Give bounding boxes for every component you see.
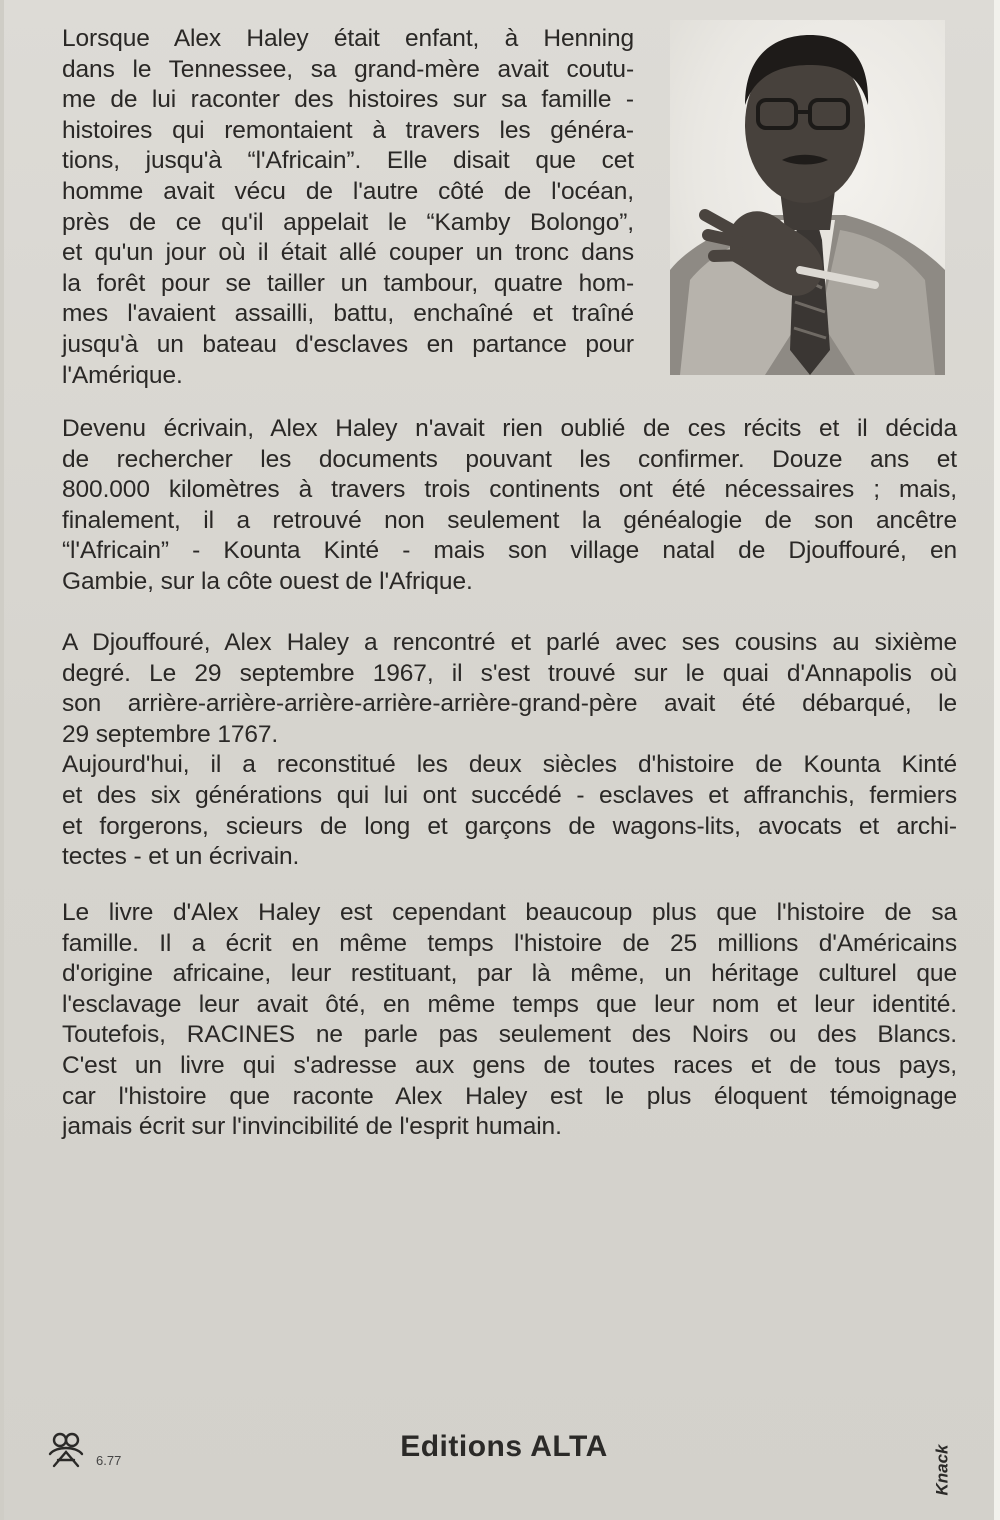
text-line: son arrière-arrière-arrière-arrière-arrière-grand-père avait été débarqué, le xyxy=(62,690,957,718)
conclusion-paragraph xyxy=(62,898,957,1143)
edition-code: 6.77 xyxy=(96,1453,122,1468)
text-line: jusqu'à un bateau d'esclaves en partance pour xyxy=(62,330,634,358)
text-line: d'origine africaine, leur restituant, par là même, un héritage culturel que xyxy=(62,960,957,988)
text-line: Aujourd'hui, il a reconstitué les deux siècles d'histoire de Kounta Kinté xyxy=(62,751,957,779)
text-line: et qu'un jour où il était allé couper un tronc dans xyxy=(62,239,634,267)
publisher-name: Editions ALTA xyxy=(400,1430,608,1463)
text-line: et des six générations qui lui ont succédé - esclaves et affranchis, fermiers xyxy=(62,781,957,809)
text-line: Le livre d'Alex Haley est cependant beaucoup plus que l'histoire de sa xyxy=(62,899,957,926)
history-paragraph xyxy=(62,628,957,873)
text-line: près de ce qu'il appelait le “Kamby Bolongo”, xyxy=(62,208,634,236)
text-line: tions, jusqu'à “l'Africain”. Elle disait que cet xyxy=(62,147,634,175)
author-portrait-illustration xyxy=(670,20,945,375)
text-line: et forgerons, scieurs de long et garçons de wagons-lits, avocats et archi- xyxy=(62,812,957,840)
text-line: homme avait vécu de l'autre côté de l'océan, xyxy=(62,177,634,205)
text-line: la forêt pour se tailler un tambour, quatre hom- xyxy=(62,269,634,297)
text-line: Toutefois, RACINES ne parle pas seulement des Noirs ou des Blancs. xyxy=(62,1021,957,1049)
text-line: degré. Le 29 septembre 1967, il s'est trouvé sur le quai d'Annapolis où xyxy=(62,659,957,687)
text-line: 800.000 kilomètres à travers trois continents ont été nécessaires ; mais, xyxy=(62,476,957,504)
text-line: A Djouffouré, Alex Haley a rencontré et parlé avec ses cousins au sixième xyxy=(62,629,957,656)
text-line: famille. Il a écrit en même temps l'histoire de 25 millions d'Américains xyxy=(62,929,957,957)
text-line: Lorsque Alex Haley était enfant, à Henning xyxy=(62,25,634,52)
research-paragraph xyxy=(62,414,957,598)
text-line: jamais écrit sur l'invincibilité de l'esprit humain. xyxy=(62,1113,562,1141)
text-line: finalement, il a retrouvé non seulement la généalogie de son ancêtre xyxy=(62,506,957,534)
text-line: Gambie, sur la côte ouest de l'Afrique. xyxy=(62,567,473,595)
text-line: mes l'avaient assailli, battu, enchaîné et traîné xyxy=(62,300,634,328)
author-portrait-photo xyxy=(670,20,945,375)
text-line: tectes - et un écrivain. xyxy=(62,843,300,871)
text-line: Devenu écrivain, Alex Haley n'avait rien oublié de ces récits et il décida xyxy=(62,415,957,442)
text-line: 29 septembre 1767. xyxy=(62,720,279,748)
text-line: me de lui raconter des histoires sur sa famille - xyxy=(62,86,634,114)
text-line: l'Amérique. xyxy=(62,361,183,389)
spine-mark: Knack xyxy=(932,1444,952,1496)
text-line: “l'Africain” - Kounta Kinté - mais son village natal de Djouffouré, en xyxy=(62,537,957,565)
text-line: dans le Tennessee, sa grand-mère avait coutu- xyxy=(62,55,634,83)
text-line: l'esclavage leur avait ôté, en même temps que leur nom et leur identité. xyxy=(62,990,957,1018)
text-line: car l'histoire que raconte Alex Haley est le plus éloquent témoignage xyxy=(62,1082,957,1110)
intro-paragraph xyxy=(62,24,634,391)
text-line: de rechercher les documents pouvant les confirmer. Douze ans et xyxy=(62,445,957,473)
text-line: histoires qui remontaient à travers les généra- xyxy=(62,116,634,144)
text-line: C'est un livre qui s'adresse aux gens de toutes races et de tous pays, xyxy=(62,1051,957,1079)
